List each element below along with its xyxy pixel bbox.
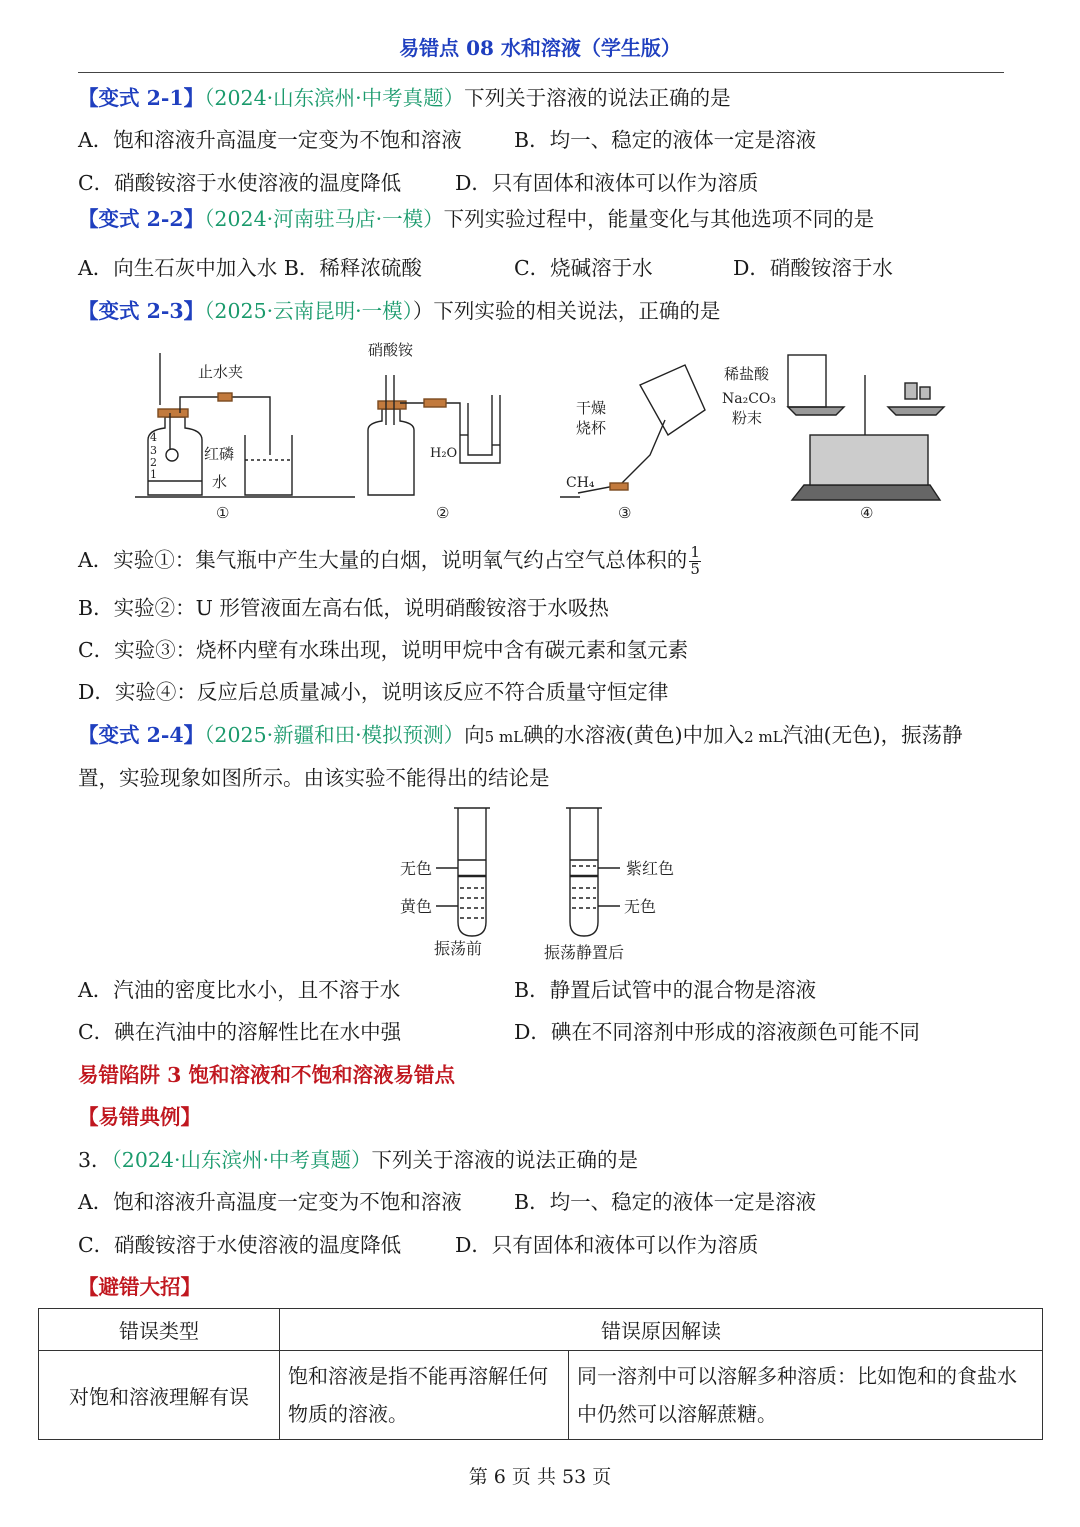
balance-body bbox=[810, 435, 928, 485]
tips-heading: 【避错大招】 bbox=[78, 1275, 201, 1299]
stem: 下列关于溶液的说法正确的是 bbox=[371, 1148, 638, 1172]
clamp-mark bbox=[218, 393, 232, 401]
tube-before bbox=[458, 808, 486, 936]
option-c: C．烧碱溶于水 bbox=[514, 256, 653, 280]
source: （2025·新疆和田·模拟预测） bbox=[204, 723, 465, 747]
error-table bbox=[38, 1308, 1043, 1440]
weight-2 bbox=[920, 387, 930, 399]
before-liquid-hatching bbox=[460, 888, 484, 918]
stopper bbox=[378, 401, 406, 409]
figure-label-4: ④ bbox=[860, 504, 874, 522]
page-header-title: 易错点 08 水和溶液（学生版） bbox=[399, 36, 681, 60]
right-pan bbox=[888, 407, 944, 415]
example-heading: 【易错典例】 bbox=[78, 1105, 201, 1129]
powder-label: 粉末 bbox=[732, 409, 763, 427]
volume-2: 2 mL bbox=[744, 728, 783, 746]
question-2-3-stem bbox=[78, 299, 720, 324]
tube-after bbox=[570, 808, 598, 936]
header-rule bbox=[78, 72, 1004, 73]
question-3-stem bbox=[78, 1148, 638, 1173]
dry-label: 干燥 bbox=[576, 399, 607, 417]
left-pan bbox=[788, 407, 844, 415]
scale-3: 3 bbox=[150, 444, 157, 457]
option-b: B．实验②：U 形管液面左高右低，说明硝酸铵溶于水吸热 bbox=[78, 596, 609, 620]
before-label: 振荡前 bbox=[434, 939, 483, 958]
option-b: B．均一、稳定的液体一定是溶液 bbox=[514, 1190, 817, 1214]
purple-label: 紫红色 bbox=[626, 859, 675, 878]
stem-post: 汽油(无色)，振荡静 bbox=[782, 723, 963, 747]
question-2-4-stem bbox=[78, 723, 963, 748]
yellow-label: 黄色 bbox=[400, 897, 433, 916]
figure-label-3: ③ bbox=[618, 504, 632, 522]
clamp-label: 止水夹 bbox=[198, 363, 244, 381]
after-liquid-hatching bbox=[572, 866, 596, 908]
figure-2 bbox=[368, 375, 500, 495]
option-d: D．碘在不同溶剂中形成的溶液颜色可能不同 bbox=[514, 1020, 920, 1044]
option-a: A．向生石灰中加入水 B．稀释浓硫酸 bbox=[78, 256, 422, 280]
after-label: 振荡静置后 bbox=[544, 943, 625, 962]
header-error-type: 错误类型 bbox=[39, 1309, 280, 1351]
question-2-2-stem bbox=[78, 207, 874, 232]
option-c: C．硝酸铵溶于水使溶液的温度降低 bbox=[78, 1233, 402, 1257]
option-a bbox=[78, 545, 701, 578]
hcl-label: 稀盐酸 bbox=[724, 365, 770, 383]
option-d: D．硝酸铵溶于水 bbox=[733, 256, 893, 280]
figure-label-1: ① bbox=[216, 504, 230, 522]
na2co3-label: Na₂CO₃ bbox=[722, 391, 777, 407]
header-error-reason: 错误原因解读 bbox=[280, 1309, 1043, 1351]
scale-2: 2 bbox=[150, 456, 157, 469]
spoon bbox=[166, 449, 178, 461]
option-b: B．均一、稳定的液体一定是溶液 bbox=[514, 128, 817, 152]
figure-label-2: ② bbox=[436, 504, 450, 522]
stem-mid: 碘的水溶液(黄色)中加入 bbox=[523, 723, 745, 747]
tag: 【变式 2-2】 bbox=[78, 207, 205, 231]
option-a: A．饱和溶液升高温度一定变为不饱和溶液 bbox=[78, 128, 462, 152]
stem: 下列关于溶液的说法正确的是 bbox=[464, 86, 731, 110]
experiment-figures bbox=[120, 335, 960, 525]
balance-base bbox=[792, 485, 940, 500]
option-d: D．实验④：反应后总质量减小，说明该反应不符合质量守恒定律 bbox=[78, 680, 669, 704]
page-footer: 第 6 页 共 53 页 bbox=[468, 1466, 612, 1488]
numerator: 1 bbox=[690, 543, 700, 561]
scale-4: 4 bbox=[150, 431, 157, 444]
funnel bbox=[386, 375, 394, 425]
acid-beaker bbox=[788, 355, 826, 407]
connector bbox=[610, 483, 628, 490]
option-c: C．硝酸铵溶于水使溶液的温度降低 bbox=[78, 171, 402, 195]
denominator: 5 bbox=[690, 559, 700, 578]
question-2-4-line-2: 置，实验现象如图所示。由该实验不能得出的结论是 bbox=[78, 766, 550, 790]
colorless-label: 无色 bbox=[400, 859, 433, 878]
source: （2024·山东滨州·中考真题） bbox=[204, 86, 465, 110]
red-p-label: 红磷 bbox=[204, 445, 235, 463]
option-d: D．只有固体和液体可以作为溶质 bbox=[455, 1233, 759, 1257]
option-c: C．碘在汽油中的溶解性比在水中强 bbox=[78, 1020, 402, 1044]
test-tube-figure bbox=[390, 800, 710, 970]
option-a: A．饱和溶液升高温度一定变为不饱和溶液 bbox=[78, 1190, 462, 1214]
option-a: A．汽油的密度比水小，且不溶于水 bbox=[78, 978, 401, 1002]
number: 3． bbox=[78, 1148, 112, 1172]
beaker-label: 烧杯 bbox=[576, 419, 607, 437]
dry-beaker bbox=[640, 365, 705, 435]
stem-pre: 向 bbox=[464, 723, 485, 747]
ch4-label: CH₄ bbox=[566, 475, 595, 491]
table-header-row bbox=[39, 1309, 1043, 1351]
cell-type: 对饱和溶液理解有误 bbox=[39, 1351, 280, 1440]
h2o-label: H₂O bbox=[430, 446, 458, 461]
option-a-text: A．实验①：集气瓶中产生大量的白烟，说明氧气约占空气总体积的 bbox=[78, 547, 688, 572]
table-row bbox=[39, 1351, 1043, 1440]
volume-1: 5 mL bbox=[484, 728, 524, 746]
fraction bbox=[689, 545, 701, 578]
weight-1 bbox=[905, 383, 917, 399]
source: （2024·河南驻马店·一模） bbox=[204, 207, 444, 231]
source: （2025·云南昆明·一模） bbox=[204, 299, 413, 323]
stopper bbox=[158, 409, 188, 417]
stem: ）下列实验的相关说法，正确的是 bbox=[412, 299, 721, 323]
nh4no3-label: 硝酸铵 bbox=[368, 341, 414, 359]
flask bbox=[368, 409, 414, 495]
figure-1 bbox=[135, 353, 355, 497]
option-c: C．实验③：烧杯内壁有水珠出现，说明甲烷中含有碳元素和氢元素 bbox=[78, 638, 689, 662]
tag: 【变式 2-1】 bbox=[78, 86, 205, 110]
scale-1: 1 bbox=[150, 468, 157, 481]
question-2-1-stem bbox=[78, 86, 731, 111]
stem: 下列实验过程中，能量变化与其他选项不同的是 bbox=[443, 207, 875, 231]
water-label: 水 bbox=[212, 473, 228, 491]
tag: 【变式 2-3】 bbox=[78, 299, 205, 323]
trap-3-title: 易错陷阱 3 饱和溶液和不饱和溶液易错点 bbox=[78, 1063, 456, 1087]
figure-4 bbox=[788, 355, 944, 500]
option-b: B．静置后试管中的混合物是溶液 bbox=[514, 978, 817, 1002]
tag: 【变式 2-4】 bbox=[78, 723, 205, 747]
colorless-2-label: 无色 bbox=[624, 897, 657, 916]
connector bbox=[424, 399, 446, 407]
cell-explanation: 同一溶剂中可以溶解多种溶质：比如饱和的食盐水中仍然可以溶解蔗糖。 bbox=[569, 1351, 1043, 1440]
beaker bbox=[245, 435, 292, 495]
source: （2024·山东滨州·中考真题） bbox=[111, 1148, 372, 1172]
option-d: D．只有固体和液体可以作为溶质 bbox=[455, 171, 759, 195]
cell-misconception: 饱和溶液是指不能再溶解任何物质的溶液。 bbox=[280, 1351, 569, 1440]
